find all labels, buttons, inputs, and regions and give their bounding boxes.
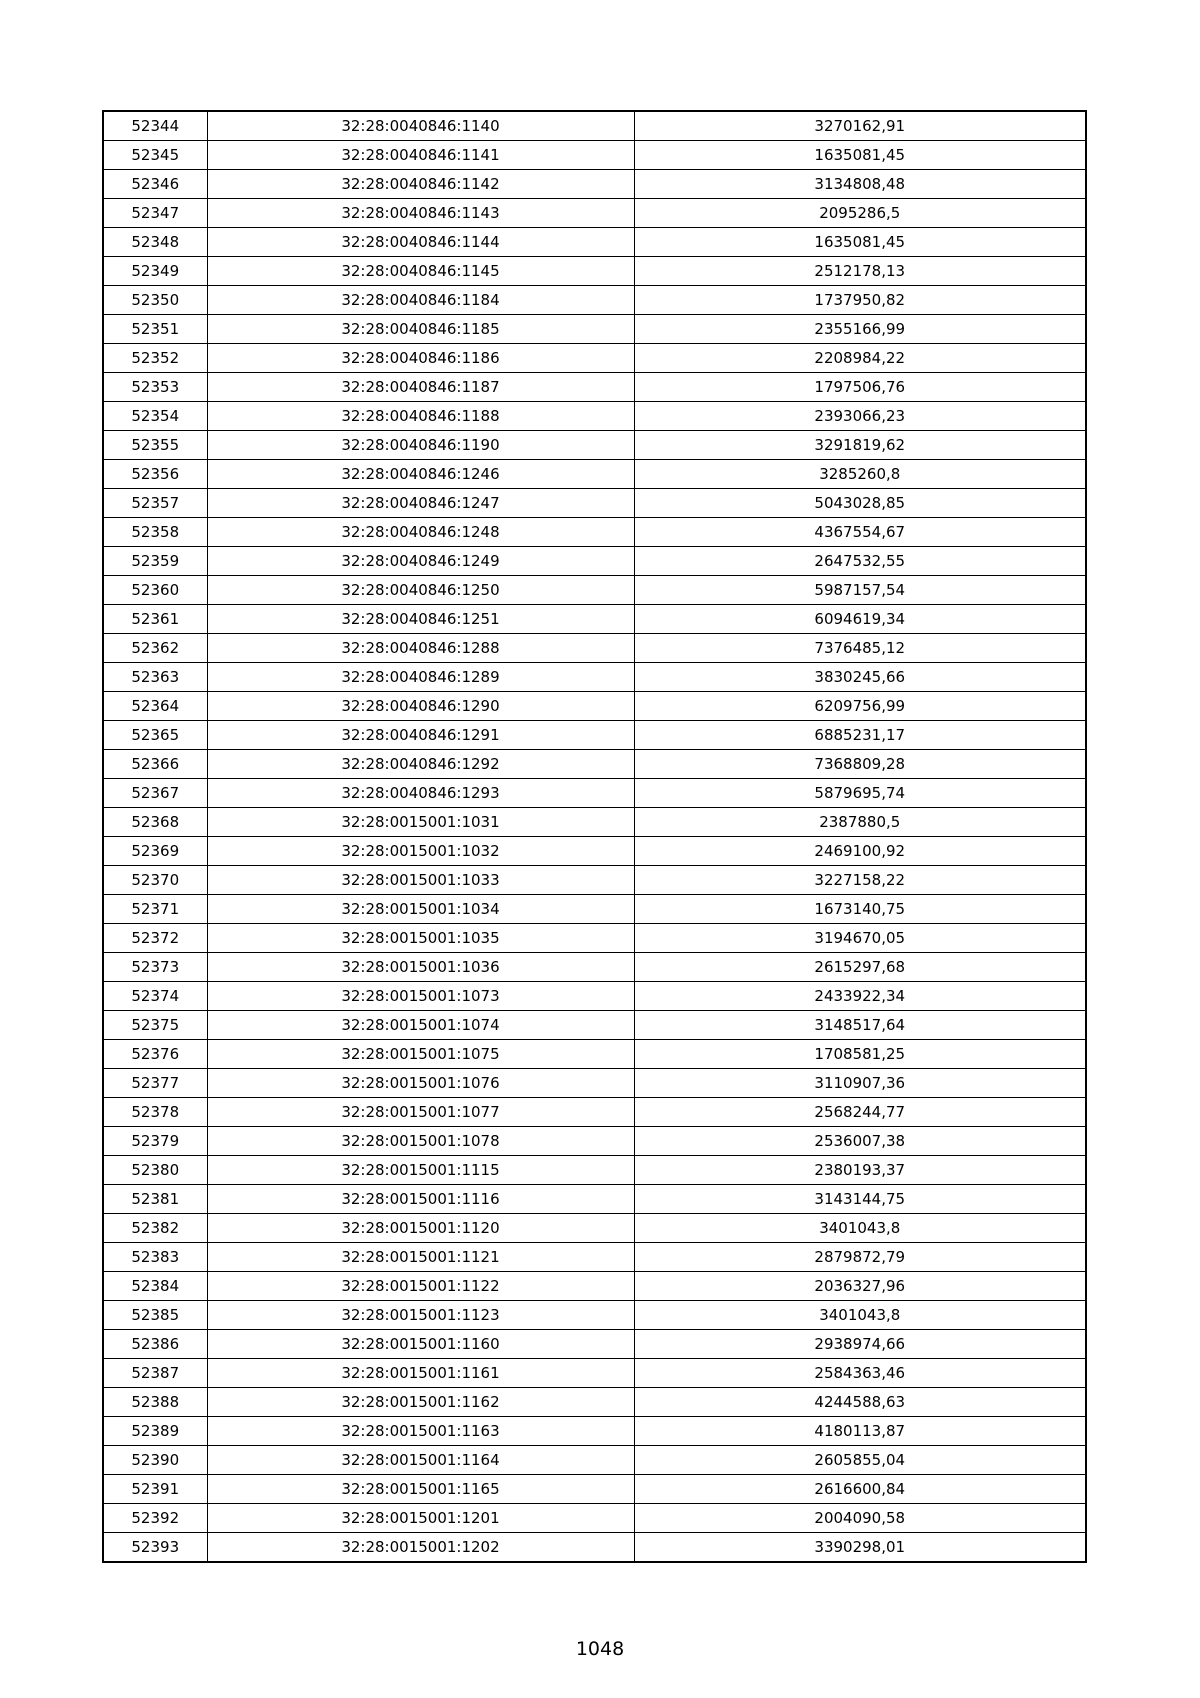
cadastral-value-cell: 2380193,37 [634,1156,1086,1185]
cadastral-value-cell: 2036327,96 [634,1272,1086,1301]
cadastral-number-cell: 32:28:0015001:1031 [207,808,634,837]
row-number-cell: 52377 [103,1069,207,1098]
cadastral-value-cell: 5987157,54 [634,576,1086,605]
table-row [103,1098,1086,1127]
row-number-cell: 52351 [103,315,207,344]
cadastral-value-cell: 2387880,5 [634,808,1086,837]
cadastral-number-cell: 32:28:0040846:1142 [207,170,634,199]
cadastral-number-cell: 32:28:0015001:1164 [207,1446,634,1475]
row-number-cell: 52378 [103,1098,207,1127]
cadastral-value-cell: 2615297,68 [634,953,1086,982]
row-number-cell: 52383 [103,1243,207,1272]
table-row [103,1214,1086,1243]
table-row [103,1156,1086,1185]
table-row [103,547,1086,576]
cadastral-number-cell: 32:28:0015001:1033 [207,866,634,895]
table-row [103,1475,1086,1504]
cadastral-value-cell: 2095286,5 [634,199,1086,228]
row-number-cell: 52352 [103,344,207,373]
cadastral-number-cell: 32:28:0015001:1162 [207,1388,634,1417]
cadastral-value-table [102,110,1087,1563]
cadastral-value-cell: 6209756,99 [634,692,1086,721]
cadastral-number-cell: 32:28:0015001:1076 [207,1069,634,1098]
row-number-cell: 52365 [103,721,207,750]
table-row [103,1359,1086,1388]
cadastral-number-cell: 32:28:0015001:1160 [207,1330,634,1359]
table-row [103,518,1086,547]
row-number-cell: 52379 [103,1127,207,1156]
row-number-cell: 52354 [103,402,207,431]
row-number-cell: 52393 [103,1533,207,1563]
cadastral-number-cell: 32:28:0015001:1201 [207,1504,634,1533]
row-number-cell: 52384 [103,1272,207,1301]
cadastral-value-cell: 2605855,04 [634,1446,1086,1475]
row-number-cell: 52369 [103,837,207,866]
cadastral-number-cell: 32:28:0040846:1190 [207,431,634,460]
table-row [103,808,1086,837]
cadastral-value-cell: 3401043,8 [634,1214,1086,1243]
cadastral-number-cell: 32:28:0040846:1140 [207,111,634,141]
cadastral-value-cell: 2208984,22 [634,344,1086,373]
cadastral-number-cell: 32:28:0040846:1250 [207,576,634,605]
table-row [103,344,1086,373]
row-number-cell: 52387 [103,1359,207,1388]
cadastral-number-cell: 32:28:0040846:1185 [207,315,634,344]
row-number-cell: 52347 [103,199,207,228]
table-row [103,141,1086,170]
table-row [103,315,1086,344]
cadastral-value-cell: 3390298,01 [634,1533,1086,1563]
cadastral-number-cell: 32:28:0040846:1288 [207,634,634,663]
table-row [103,1446,1086,1475]
cadastral-number-cell: 32:28:0040846:1246 [207,460,634,489]
table-row [103,199,1086,228]
cadastral-value-cell: 3134808,48 [634,170,1086,199]
cadastral-value-cell: 3194670,05 [634,924,1086,953]
cadastral-number-cell: 32:28:0040846:1186 [207,344,634,373]
row-number-cell: 52349 [103,257,207,286]
table-row [103,1011,1086,1040]
cadastral-value-cell: 3830245,66 [634,663,1086,692]
table-row [103,924,1086,953]
cadastral-number-cell: 32:28:0040846:1145 [207,257,634,286]
row-number-cell: 52385 [103,1301,207,1330]
table-row [103,1272,1086,1301]
row-number-cell: 52344 [103,111,207,141]
cadastral-number-cell: 32:28:0040846:1144 [207,228,634,257]
cadastral-value-cell: 3110907,36 [634,1069,1086,1098]
table-row [103,402,1086,431]
table-row [103,663,1086,692]
cadastral-number-cell: 32:28:0015001:1034 [207,895,634,924]
cadastral-number-cell: 32:28:0040846:1251 [207,605,634,634]
cadastral-value-cell: 6094619,34 [634,605,1086,634]
cadastral-value-cell: 5043028,85 [634,489,1086,518]
table-row [103,1388,1086,1417]
cadastral-number-cell: 32:28:0015001:1035 [207,924,634,953]
table-row [103,1504,1086,1533]
cadastral-value-cell: 3148517,64 [634,1011,1086,1040]
row-number-cell: 52350 [103,286,207,315]
cadastral-value-cell: 3291819,62 [634,431,1086,460]
cadastral-number-cell: 32:28:0015001:1032 [207,837,634,866]
row-number-cell: 52353 [103,373,207,402]
cadastral-number-cell: 32:28:0040846:1289 [207,663,634,692]
row-number-cell: 52360 [103,576,207,605]
cadastral-value-cell: 3270162,91 [634,111,1086,141]
row-number-cell: 52376 [103,1040,207,1069]
cadastral-value-cell: 2355166,99 [634,315,1086,344]
cadastral-value-cell: 4244588,63 [634,1388,1086,1417]
table-row [103,1533,1086,1563]
row-number-cell: 52370 [103,866,207,895]
table-row [103,1127,1086,1156]
table-row [103,779,1086,808]
table-row [103,634,1086,663]
cadastral-number-cell: 32:28:0040846:1293 [207,779,634,808]
row-number-cell: 52364 [103,692,207,721]
cadastral-value-cell: 7376485,12 [634,634,1086,663]
row-number-cell: 52361 [103,605,207,634]
table-row [103,286,1086,315]
row-number-cell: 52392 [103,1504,207,1533]
cadastral-value-cell: 2536007,38 [634,1127,1086,1156]
table-row [103,605,1086,634]
table-row [103,1185,1086,1214]
table-row [103,576,1086,605]
row-number-cell: 52345 [103,141,207,170]
cadastral-value-cell: 1635081,45 [634,141,1086,170]
table-row [103,866,1086,895]
row-number-cell: 52367 [103,779,207,808]
cadastral-value-cell: 2568244,77 [634,1098,1086,1127]
table-row [103,750,1086,779]
table-row [103,460,1086,489]
row-number-cell: 52366 [103,750,207,779]
row-number-cell: 52357 [103,489,207,518]
row-number-cell: 52358 [103,518,207,547]
table-row [103,953,1086,982]
table-row [103,837,1086,866]
cadastral-number-cell: 32:28:0040846:1184 [207,286,634,315]
cadastral-value-cell: 2938974,66 [634,1330,1086,1359]
cadastral-value-cell: 3143144,75 [634,1185,1086,1214]
cadastral-value-cell: 1673140,75 [634,895,1086,924]
table-row [103,489,1086,518]
cadastral-number-cell: 32:28:0040846:1247 [207,489,634,518]
cadastral-number-cell: 32:28:0015001:1202 [207,1533,634,1563]
cadastral-number-cell: 32:28:0040846:1188 [207,402,634,431]
row-number-cell: 52359 [103,547,207,576]
table-row [103,1301,1086,1330]
table-row [103,1243,1086,1272]
table-row [103,228,1086,257]
cadastral-value-cell: 7368809,28 [634,750,1086,779]
cadastral-number-cell: 32:28:0040846:1187 [207,373,634,402]
cadastral-value-cell: 5879695,74 [634,779,1086,808]
row-number-cell: 52375 [103,1011,207,1040]
cadastral-number-cell: 32:28:0015001:1074 [207,1011,634,1040]
cadastral-value-cell: 2433922,34 [634,982,1086,1011]
row-number-cell: 52382 [103,1214,207,1243]
cadastral-number-cell: 32:28:0015001:1075 [207,1040,634,1069]
cadastral-value-cell: 6885231,17 [634,721,1086,750]
cadastral-value-cell: 4180113,87 [634,1417,1086,1446]
cadastral-value-cell: 2879872,79 [634,1243,1086,1272]
cadastral-value-cell: 2647532,55 [634,547,1086,576]
table-row [103,982,1086,1011]
row-number-cell: 52373 [103,953,207,982]
cadastral-number-cell: 32:28:0040846:1141 [207,141,634,170]
cadastral-value-cell: 3401043,8 [634,1301,1086,1330]
cadastral-value-cell: 2584363,46 [634,1359,1086,1388]
table-row [103,1330,1086,1359]
table-row [103,257,1086,286]
cadastral-number-cell: 32:28:0015001:1165 [207,1475,634,1504]
cadastral-number-cell: 32:28:0015001:1163 [207,1417,634,1446]
cadastral-number-cell: 32:28:0040846:1249 [207,547,634,576]
row-number-cell: 52389 [103,1417,207,1446]
page-number: 1048 [575,1638,625,1660]
cadastral-number-cell: 32:28:0015001:1077 [207,1098,634,1127]
cadastral-number-cell: 32:28:0015001:1121 [207,1243,634,1272]
cadastral-number-cell: 32:28:0040846:1143 [207,199,634,228]
cadastral-value-cell: 2616600,84 [634,1475,1086,1504]
row-number-cell: 52368 [103,808,207,837]
cadastral-number-cell: 32:28:0040846:1248 [207,518,634,547]
cadastral-number-cell: 32:28:0015001:1161 [207,1359,634,1388]
table-row [103,1069,1086,1098]
row-number-cell: 52386 [103,1330,207,1359]
row-number-cell: 52388 [103,1388,207,1417]
cadastral-value-cell: 1797506,76 [634,373,1086,402]
cadastral-number-cell: 32:28:0015001:1120 [207,1214,634,1243]
table-row [103,895,1086,924]
cadastral-value-cell: 3285260,8 [634,460,1086,489]
row-number-cell: 52391 [103,1475,207,1504]
cadastral-number-cell: 32:28:0015001:1078 [207,1127,634,1156]
row-number-cell: 52372 [103,924,207,953]
cadastral-number-cell: 32:28:0015001:1036 [207,953,634,982]
table-row [103,111,1086,141]
table-row [103,373,1086,402]
row-number-cell: 52390 [103,1446,207,1475]
row-number-cell: 52381 [103,1185,207,1214]
cadastral-number-cell: 32:28:0040846:1290 [207,692,634,721]
row-number-cell: 52355 [103,431,207,460]
cadastral-value-cell: 2469100,92 [634,837,1086,866]
row-number-cell: 52346 [103,170,207,199]
table-row [103,431,1086,460]
row-number-cell: 52348 [103,228,207,257]
table-row [103,170,1086,199]
cadastral-number-cell: 32:28:0015001:1115 [207,1156,634,1185]
table-row [103,1417,1086,1446]
cadastral-value-cell: 2393066,23 [634,402,1086,431]
table-row [103,721,1086,750]
cadastral-value-cell: 1737950,82 [634,286,1086,315]
cadastral-number-cell: 32:28:0040846:1291 [207,721,634,750]
row-number-cell: 52362 [103,634,207,663]
cadastral-value-cell: 1708581,25 [634,1040,1086,1069]
table-row [103,1040,1086,1069]
cadastral-number-cell: 32:28:0015001:1123 [207,1301,634,1330]
row-number-cell: 52356 [103,460,207,489]
cadastral-number-cell: 32:28:0015001:1122 [207,1272,634,1301]
cadastral-number-cell: 32:28:0015001:1073 [207,982,634,1011]
cadastral-value-cell: 1635081,45 [634,228,1086,257]
row-number-cell: 52374 [103,982,207,1011]
cadastral-value-cell: 4367554,67 [634,518,1086,547]
cadastral-number-cell: 32:28:0040846:1292 [207,750,634,779]
table-row [103,692,1086,721]
row-number-cell: 52380 [103,1156,207,1185]
row-number-cell: 52363 [103,663,207,692]
cadastral-value-cell: 2004090,58 [634,1504,1086,1533]
cadastral-value-cell: 3227158,22 [634,866,1086,895]
table-body [103,111,1086,1562]
row-number-cell: 52371 [103,895,207,924]
cadastral-number-cell: 32:28:0015001:1116 [207,1185,634,1214]
cadastral-value-cell: 2512178,13 [634,257,1086,286]
